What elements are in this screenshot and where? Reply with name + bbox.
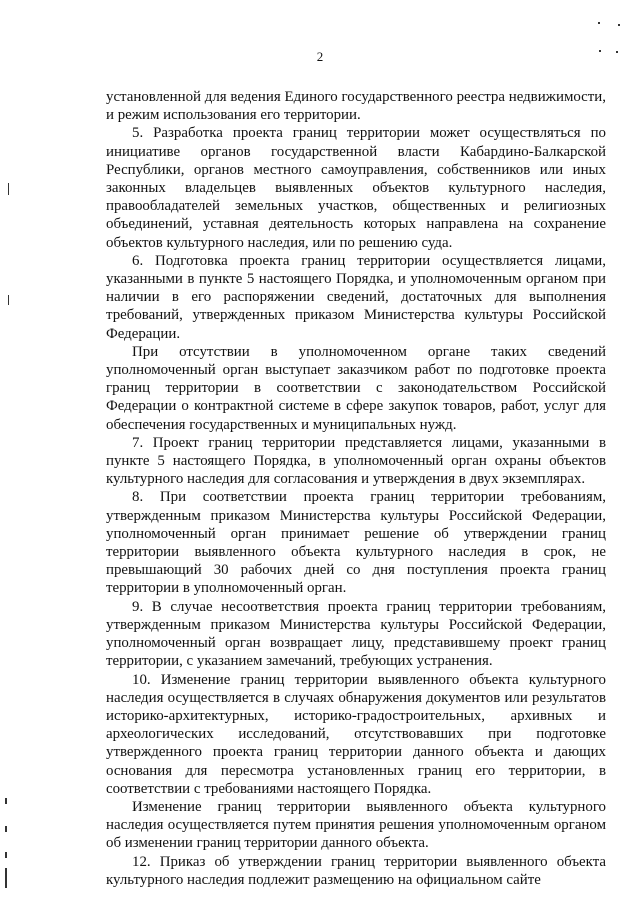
scan-speck: [599, 50, 601, 52]
scan-speck: [5, 868, 7, 888]
scan-speck: [5, 826, 7, 832]
paragraph-item-12: 12. Приказ об утверждении границ территории выявленного объекта культурного наследия подлежит размещению на официальном сайте: [106, 853, 606, 888]
scan-speck: [5, 852, 7, 858]
paragraph-item-5: 5. Разработка проекта границ территории может осуществляться по инициативе органов государственной власти Кабардино-Балкарской Республики, органов местного самоуправления, собственников или иных законных владельцев выявленных объектов культурного наследия, правообладателей земельных участков, общественных и религиозных объединений, уставная деятельность которых направлена на сохранение объектов культурного наследия, или по решению суда.: [106, 125, 606, 251]
scan-speck: [8, 295, 9, 305]
paragraph-item-10: 10. Изменение границ территории выявленного объекта культурного наследия осуществляется в случаях обнаружения документов или результатов историко-архитектурных, историко-градостроительных, архивных и археологических исследований, отсутствовавших при подготовке утвержденного проекта границ территории данного объекта и дающих основания для пересмотра установленных границ его территории, в соответствии с требованиями настоящего Порядка.: [106, 671, 606, 797]
scan-speck: [598, 22, 600, 24]
paragraph-item-6-absence: При отсутствии в уполномоченном органе таких сведений уполномоченный орган выступает заказчиком работ по подготовке проекта границ территории в соответствии с законодательством Российской Федерации о контрактной системе в сфере закупок товаров, работ, услуг для обеспечения государственных и муниципальных нужд.: [106, 343, 606, 433]
scan-speck: [616, 51, 618, 53]
scan-speck: [8, 183, 9, 195]
scan-speck: [5, 798, 7, 804]
paragraph-item-9: 9. В случае несоответствия проекта границ территории требованиям, утвержденным приказом Министерства культуры Российской Федерации, уполномоченный орган возвращает лицу, представившему проект границ территории, с указанием замечаний, требующих устранения.: [106, 598, 606, 670]
paragraph-item-6: 6. Подготовка проекта границ территории осуществляется лицами, указанными в пункте 5 настоящего Порядка, и уполномоченным органом при наличии в его распоряжении сведений, достаточных для выполнения требований, утвержденных приказом Министерства культуры Российской Федерации.: [106, 252, 606, 342]
paragraph-item-10-change: Изменение границ территории выявленного объекта культурного наследия осуществляется путем принятия решения уполномоченным органом об изменении границ территории данного объекта.: [106, 798, 606, 852]
scan-speck: [618, 24, 620, 26]
paragraph-item-7: 7. Проект границ территории представляется лицами, указанными в пункте 5 настоящего Порядка, в уполномоченный орган охраны объектов культурного наследия для согласования и утверждения в двух экземплярах.: [106, 434, 606, 488]
paragraph-item-8: 8. При соответствии проекта границ территории требованиям, утвержденным приказом Министерства культуры Российской Федерации, уполномоченный орган принимает решение об утверждении границ территории выявленного объекта культурного наследия в срок, не превышающий 30 рабочих дней со дня поступления проекта границ территории в уполномоченный орган.: [106, 489, 606, 597]
page-number: 2: [316, 49, 324, 64]
paragraph-continuation: установленной для ведения Единого государственного реестра недвижимости, и режим использования его территории.: [106, 89, 606, 124]
document-body: [106, 88, 606, 889]
